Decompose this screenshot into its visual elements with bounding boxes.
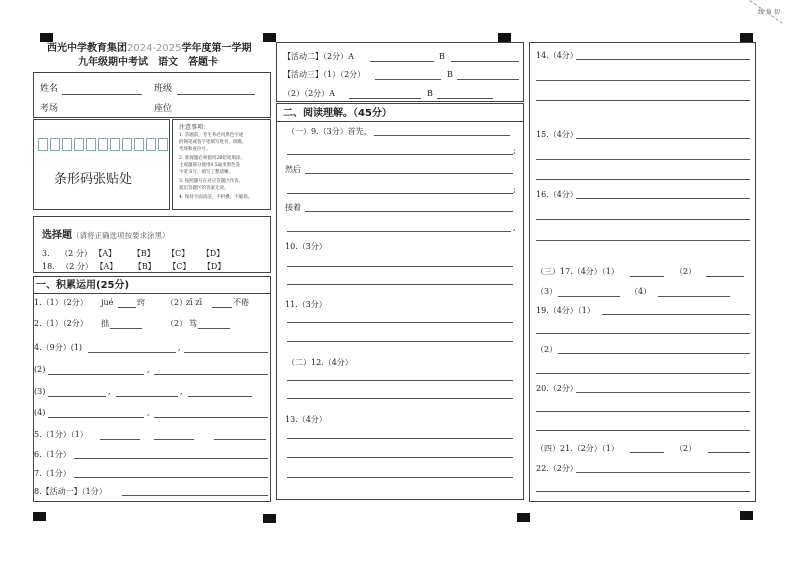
q1-char1: 窍 [137,298,145,307]
q4-answer2a[interactable] [48,374,144,375]
section1-title: 一、积累运用(25分) [36,280,130,291]
note-line: 2. 客观题必须使用2B铅笔填涂， [179,156,245,161]
activity3-part2-answer-b[interactable] [437,98,493,99]
q1-label: 1.（1）（2分） [34,298,88,307]
q5-label: 5.（1分）（1） [34,430,88,439]
notes-box [172,119,271,210]
room-label: 考场 [40,104,59,114]
q21-answer2[interactable] [708,452,750,453]
class-label: 班级 [154,84,173,94]
title-prefix: 西光中学教育集团 [47,43,127,54]
q7-answer[interactable] [74,477,268,478]
q17-answer2[interactable] [706,276,744,277]
option-a-bubble[interactable]: 【A】 [94,249,117,258]
q5-answer3[interactable] [214,439,266,440]
q2-answer2[interactable] [198,328,230,329]
q9-answer1[interactable] [374,135,510,136]
q9-answer5[interactable] [305,211,513,212]
q5-answer2[interactable] [154,439,194,440]
option-d-bubble[interactable]: 【D】 [201,249,225,258]
choice-box [33,216,271,273]
student-info-box [33,72,271,118]
activity3-part2-b: B [427,89,433,98]
q9-then-label: 然后 [285,165,301,174]
note-line: 的钢笔或签字笔填写姓名、班级、 [179,140,247,145]
seat-label: 座位 [154,104,173,114]
activity3-answer-a[interactable] [375,79,441,80]
name-label: 姓名 [40,84,59,94]
q4-part3: (3) [34,387,46,396]
title-years: 2024-2025 [127,43,182,54]
column3-box [529,42,756,502]
position-mark-top-right [740,33,753,42]
exam-title [47,44,252,54]
q1-pinyin1: jué [101,298,114,307]
option-c-bubble[interactable]: 【C】 [167,249,190,258]
q15-answer2[interactable] [536,159,750,160]
title-suffix: 学年度第一学期 [181,43,252,54]
comma: , [147,408,150,417]
q6-answer[interactable] [74,458,268,459]
comma: , [178,343,181,352]
exam-subtitle: 九年级期中考试 语文 答题卡 [78,57,218,68]
q9-answer6[interactable] [287,231,511,232]
q17-part4: （4） [630,287,652,296]
q8-label: 8.【活动一】（1分） [34,487,107,496]
option-b-bubble[interactable]: 【B】 [133,262,156,271]
semicolon: ; [513,185,516,194]
q7-label: 7.（1分） [34,469,71,478]
q5-answer1[interactable] [100,439,140,440]
q20-label: 20.（2分） [536,384,578,393]
q17-part3: （3） [536,287,558,296]
activity3-part2: （2）（2分）A [283,89,335,98]
activity3-label: 【活动三】（1）（2分） [283,70,366,79]
activity3-b: B [447,70,453,79]
position-mark-bottom-right [740,511,753,520]
q16-answer3[interactable] [536,240,750,241]
q1-char2: 不倦 [233,298,249,307]
note-line: 4. 保持卡面清洁，不折叠，不破损。 [179,195,253,200]
q20-answer3[interactable] [536,430,750,431]
q16-label: 16.（4分） [536,190,578,199]
section1-title-rule [34,293,270,294]
section2-box [276,103,524,500]
position-mark-bottom-col2 [263,514,276,523]
q17-answer1[interactable] [630,276,664,277]
q15-label: 15.（4分） [536,130,578,139]
q10-answer2[interactable] [287,284,513,285]
position-mark-bottom-col3 [517,513,530,522]
q10-label: 10.（3分） [285,242,327,251]
q16-answer1[interactable] [576,198,750,199]
q4-answer3c[interactable] [188,396,252,397]
q13-answer2[interactable] [287,457,513,458]
q2-label: 2.（1）（2分） [34,319,88,328]
q2-answer1[interactable] [110,328,142,329]
q19-label: 19.（4分）（1） [536,306,595,315]
comma: , [513,223,516,232]
q17-answer3[interactable] [558,296,620,297]
q11-label: 11.（3分） [285,300,327,309]
name-field[interactable] [62,94,142,95]
comma: , [180,387,183,396]
q12-label: （二）12.（4分） [287,358,353,367]
semicolon: ; [513,146,516,155]
q17-label: （三）17.（4分）（1） [536,267,619,276]
choice-num: 18. [42,262,55,271]
choice-title [42,231,170,241]
q21-answer1[interactable] [630,452,664,453]
activity2-label: 【活动二】（2分）A [283,52,354,61]
q19-answer1[interactable] [602,314,750,315]
q4-answer2b[interactable] [154,374,268,375]
q9-label: （一）9.（3分）首先， [287,127,372,136]
q1-answer2[interactable] [212,307,232,308]
position-mark-bottom-left [33,512,46,521]
q13-answer1[interactable] [287,438,513,439]
barcode-label: 条形码张贴处 [54,172,133,187]
q4-answer4b[interactable] [154,417,268,418]
q22-label: 22.（2分） [536,464,578,473]
q21-label: （四）21.（2分）（1） [536,444,619,453]
q15-answer3[interactable] [536,179,750,180]
choice-num: 3. [42,249,50,258]
q4-part4: (4) [34,408,46,417]
choice-note: （请将正确选项按要求涂黑） [72,231,170,240]
q9-next-label: 接着 [285,203,301,212]
q4-answer3a[interactable] [48,396,106,397]
q14-answer2[interactable] [536,80,750,81]
class-field[interactable] [177,94,255,95]
section2-title-rule [277,121,523,122]
q2-part2: （2） [166,319,188,328]
choice-title-text: 选择题 [42,230,72,241]
q17-part2: （2） [675,267,697,276]
q4-answer3b[interactable] [116,396,178,397]
position-mark-top-col2 [263,33,276,42]
q12-answer2[interactable] [287,398,513,399]
choice-row-18 [42,263,225,271]
choice-score: （2 分） [60,249,92,258]
q19-part2: （2） [536,345,558,354]
activity2-b: B [439,52,445,61]
q4-answer1b[interactable] [184,352,268,353]
q11-answer2[interactable] [287,341,513,342]
q19-answer4[interactable] [536,373,750,374]
q21-part2: （2） [675,444,697,453]
q14-label: 14.（4分） [536,51,578,60]
q19-answer3[interactable] [558,353,750,354]
q13-answer3[interactable] [287,477,513,478]
q20-answer1[interactable] [576,392,750,393]
barcode-cells [38,138,168,151]
option-b-bubble[interactable]: 【B】 [132,249,155,258]
q2-char1: 拙 [101,319,109,328]
q1-part2: （2） [166,298,188,307]
q11-answer1[interactable] [287,322,513,323]
q17-answer4[interactable] [658,296,730,297]
note-line: 主观题部分使用0.5毫米黑色签 [179,163,241,168]
activity2-answer-a[interactable] [370,61,434,62]
q22-answer2[interactable] [536,491,750,492]
option-c-bubble[interactable]: 【C】 [168,262,191,271]
q2-char2: 笃 [189,319,197,328]
choice-row-3 [42,250,224,258]
q4-answer1a[interactable] [88,352,176,353]
section1-box [33,276,271,502]
q22-answer1[interactable] [576,472,750,473]
cut-line-label: 线 角 切 [758,9,780,16]
position-mark-top-col3 [498,33,511,42]
q9-answer3[interactable] [305,173,513,174]
q8-answer[interactable] [122,495,268,496]
q10-answer1[interactable] [287,266,513,267]
activities-box [276,42,524,102]
notes-title: 注意事项： [179,124,210,131]
option-d-bubble[interactable]: 【D】 [202,262,226,271]
q4-answer4a[interactable] [48,417,144,418]
note-line: 3. 按照题号在对应答题区作答， [179,179,244,184]
note-line: 考场和座位号。 [179,147,211,152]
q4-label: 4.（9分）(1) [34,343,83,352]
q4-part2: (2) [34,365,46,374]
q14-answer3[interactable] [536,100,750,101]
q1-pinyin2: zī zī [186,298,203,307]
note-line: 字笔书写，填写工整清晰。 [179,170,233,175]
position-mark-top-left [40,33,53,42]
q6-label: 6.（1分） [34,450,71,459]
activity2-answer-b[interactable] [451,61,519,62]
activity3-part2-answer-a[interactable] [349,98,421,99]
q12-answer1[interactable] [287,380,513,381]
comma: , [147,365,150,374]
activity3-answer-b[interactable] [457,79,519,80]
q13-label: 13.（4分） [285,415,327,424]
q19-answer2[interactable] [536,333,750,334]
option-a-bubble[interactable]: 【A】 [95,262,118,271]
q9-answer4[interactable] [287,193,513,194]
section2-title: 二、阅读理解。（45分） [283,108,392,119]
q9-answer2[interactable] [287,154,513,155]
note-line: 1. 答题前，考生务必用黑色字迹 [179,133,244,138]
comma: , [108,387,111,396]
q16-answer2[interactable] [536,219,750,220]
q20-answer2[interactable] [536,411,750,412]
note-line: 超出答题区的答案无效。 [179,186,229,191]
q1-answer1[interactable] [118,307,136,308]
barcode-box [33,119,170,210]
choice-score: （2 分） [61,262,93,271]
q15-answer1[interactable] [576,138,750,139]
q14-answer1[interactable] [576,59,750,60]
